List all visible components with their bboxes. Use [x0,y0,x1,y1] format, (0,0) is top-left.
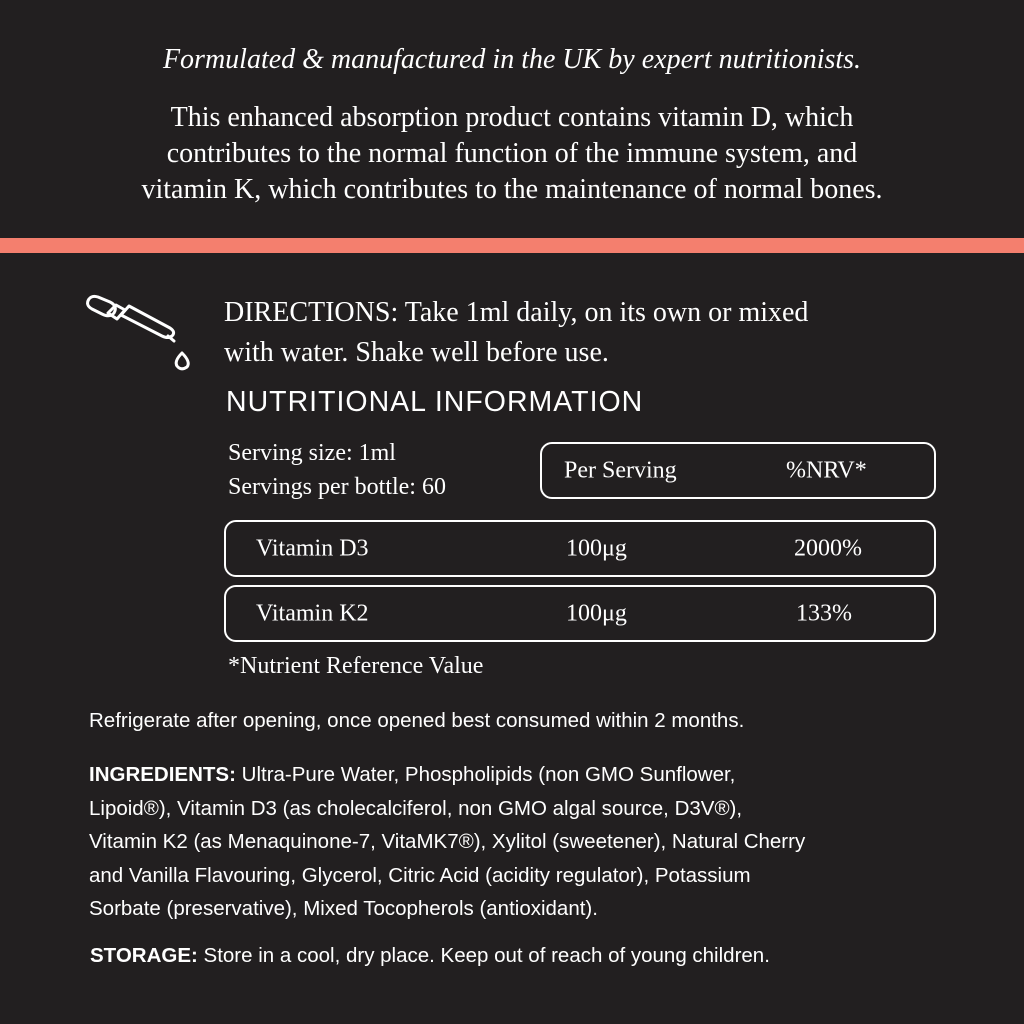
servings-per-bottle: Servings per bottle: 60 [228,474,446,500]
ingredients-line: Lipoid®), Vitamin D3 (as cholecalciferol, non GMO algal source, D3V®), [89,796,743,820]
ingredients-label: INGREDIENTS: [89,763,236,786]
nutrient-nrv: 2000% [794,535,862,561]
serving-info [228,436,446,504]
nutrient-amount: 100μg [566,535,627,561]
serving-size: Serving size: 1ml [228,440,396,466]
table-row [224,585,936,642]
nutrition-title: NUTRITIONAL INFORMATION [226,386,644,418]
dropper-icon [82,292,204,376]
ingredients-line [89,758,969,792]
ingredients-text: Ultra-Pure Water, Phospholipids (non GMO Sunflower, [235,763,736,786]
storage-text: Store in a cool, dry place. Keep out of reach of young children. [197,944,770,967]
directions-line: with water. Shake well before use. [224,337,609,368]
directions-line: DIRECTIONS: Take 1ml daily, on its own or mixed [224,297,809,328]
directions [224,293,984,373]
nrv-header: %NRV* [786,457,867,483]
product-description [62,100,962,208]
nutrient-name: Vitamin D3 [256,535,369,561]
description-line: This enhanced absorption product contains vitamin D, which [170,102,854,133]
nutrient-amount: 100μg [566,600,627,626]
description-line: vitamin K, which contributes to the maintenance of normal bones. [141,174,883,205]
tagline: Formulated & manufactured in the UK by expert nutritionists. [162,44,862,75]
nutrition-table-header [540,442,936,499]
ingredients-line: Sorbate (preservative), Mixed Tocopherols (antioxidant). [89,897,598,920]
storage-label: STORAGE: [90,944,198,967]
nutrient-nrv: 133% [796,600,852,626]
nutrient-name: Vitamin K2 [256,600,369,626]
storage-note [90,940,770,972]
nrv-footnote: *Nutrient Reference Value [228,653,484,679]
per-serving-header: Per Serving [564,457,677,483]
table-row [224,520,936,577]
description-line: contributes to the normal function of the immune system, and [166,138,858,169]
ingredients-line: and Vanilla Flavouring, Glycerol, Citric Acid (acidity regulator), Potassium [89,863,751,887]
accent-stripe [0,238,1024,253]
ingredients [89,758,969,926]
refrigerate-note: Refrigerate after opening, once opened best consumed within 2 months. [89,709,745,732]
ingredients-line: Vitamin K2 (as Menaquinone-7, VitaMK7®), Xylitol (sweetener), Natural Cherry [89,830,806,853]
